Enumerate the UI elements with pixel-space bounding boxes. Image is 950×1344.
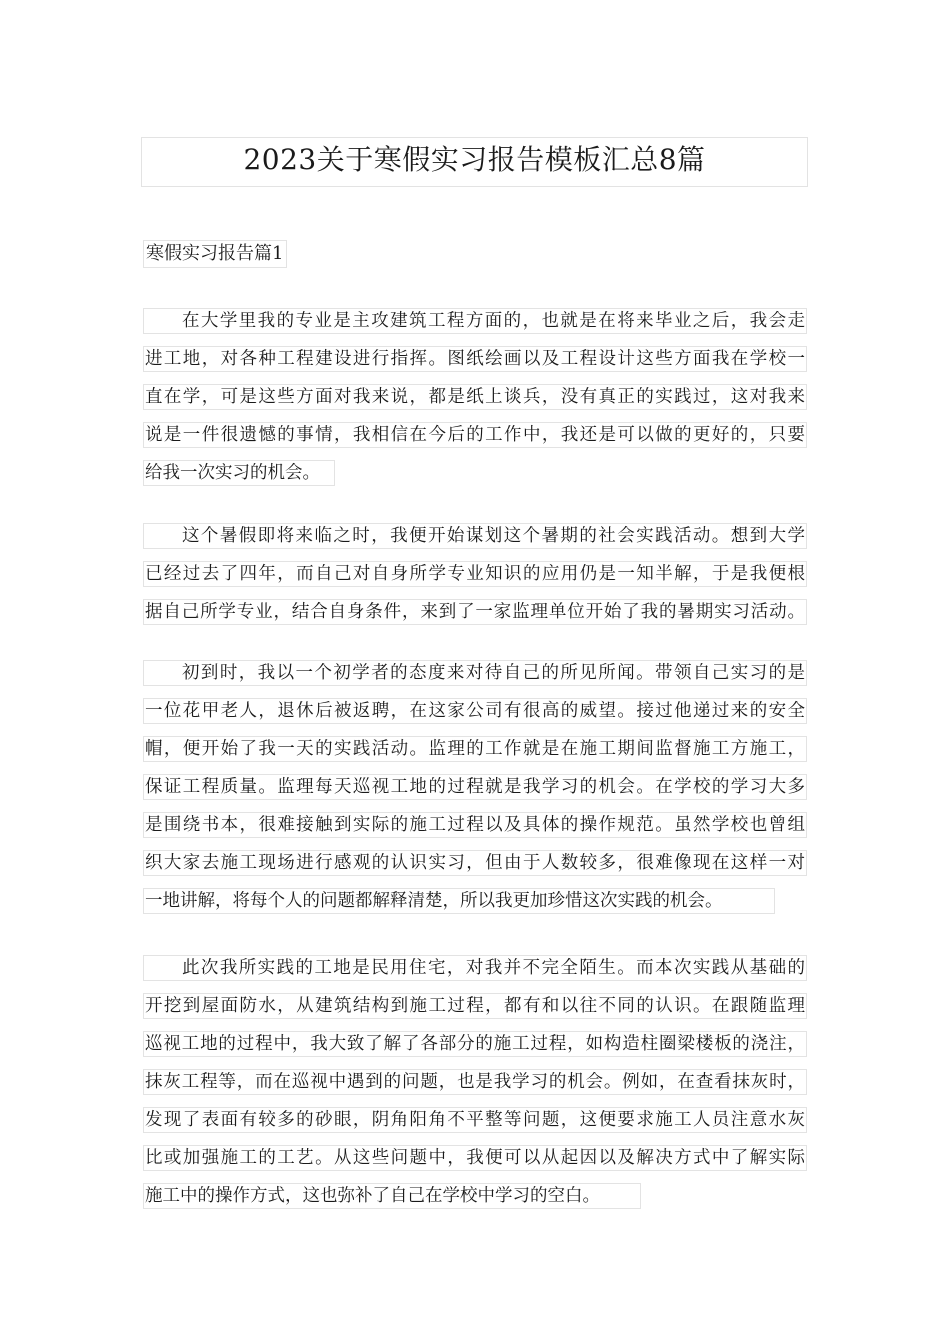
text-line: 巡视工地的过程中，我大致了解了各部分的施工过程，如构造柱圈梁楼板的浇注， [143,1028,807,1066]
text-line: 在大学里我的专业是主攻建筑工程方面的，也就是在将来毕业之后，我会走 [143,305,807,343]
text-line: 是围绕书本，很难接触到实际的施工过程以及具体的操作规范。虽然学校也曾组 [143,809,807,847]
paragraph-4 [143,952,807,1218]
document-title: 2023关于寒假实习报告模板汇总8篇 [141,137,808,187]
text-line: 施工中的操作方式，这也弥补了自己在学校中学习的空白。 [143,1180,807,1218]
text-line: 初到时，我以一个初学者的态度来对待自己的所见所闻。带领自己实习的是 [143,657,807,695]
section-heading: 寒假实习报告篇1 [143,240,287,268]
paragraph-3 [143,657,807,923]
text-line: 此次我所实践的工地是民用住宅，对我并不完全陌生。而本次实践从基础的 [143,952,807,990]
text-line: 一地讲解，将每个人的问题都解释清楚，所以我更加珍惜这次实践的机会。 [143,885,807,923]
paragraph-2 [143,520,807,634]
text-line: 比或加强施工的工艺。从这些问题中，我便可以从起因以及解决方式中了解实际 [143,1142,807,1180]
text-line: 直在学，可是这些方面对我来说，都是纸上谈兵，没有真正的实践过，这对我来 [143,381,807,419]
text-line: 这个暑假即将来临之时，我便开始谋划这个暑期的社会实践活动。想到大学 [143,520,807,558]
text-line: 保证工程质量。监理每天巡视工地的过程就是我学习的机会。在学校的学习大多 [143,771,807,809]
text-line: 织大家去施工现场进行感观的认识实习，但由于人数较多，很难像现在这样一对 [143,847,807,885]
text-line: 给我一次实习的机会。 [143,457,807,495]
text-line: 帽，便开始了我一天的实践活动。监理的工作就是在施工期间监督施工方施工， [143,733,807,771]
text-line: 抹灰工程等，而在巡视中遇到的问题，也是我学习的机会。例如，在查看抹灰时， [143,1066,807,1104]
text-line: 说是一件很遗憾的事情，我相信在今后的工作中，我还是可以做的更好的，只要 [143,419,807,457]
text-line: 一位花甲老人，退休后被返聘，在这家公司有很高的威望。接过他递过来的安全 [143,695,807,733]
text-line: 发现了表面有较多的砂眼，阴角阳角不平整等问题，这便要求施工人员注意水灰 [143,1104,807,1142]
text-line: 开挖到屋面防水，从建筑结构到施工过程，都有和以往不同的认识。在跟随监理 [143,990,807,1028]
text-line: 据自己所学专业，结合自身条件，来到了一家监理单位开始了我的暑期实习活动。 [143,596,807,634]
paragraph-1 [143,305,807,495]
text-line: 进工地，对各种工程建设进行指挥。图纸绘画以及工程设计这些方面我在学校一 [143,343,807,381]
text-line: 已经过去了四年，而自己对自身所学专业知识的应用仍是一知半解，于是我便根 [143,558,807,596]
